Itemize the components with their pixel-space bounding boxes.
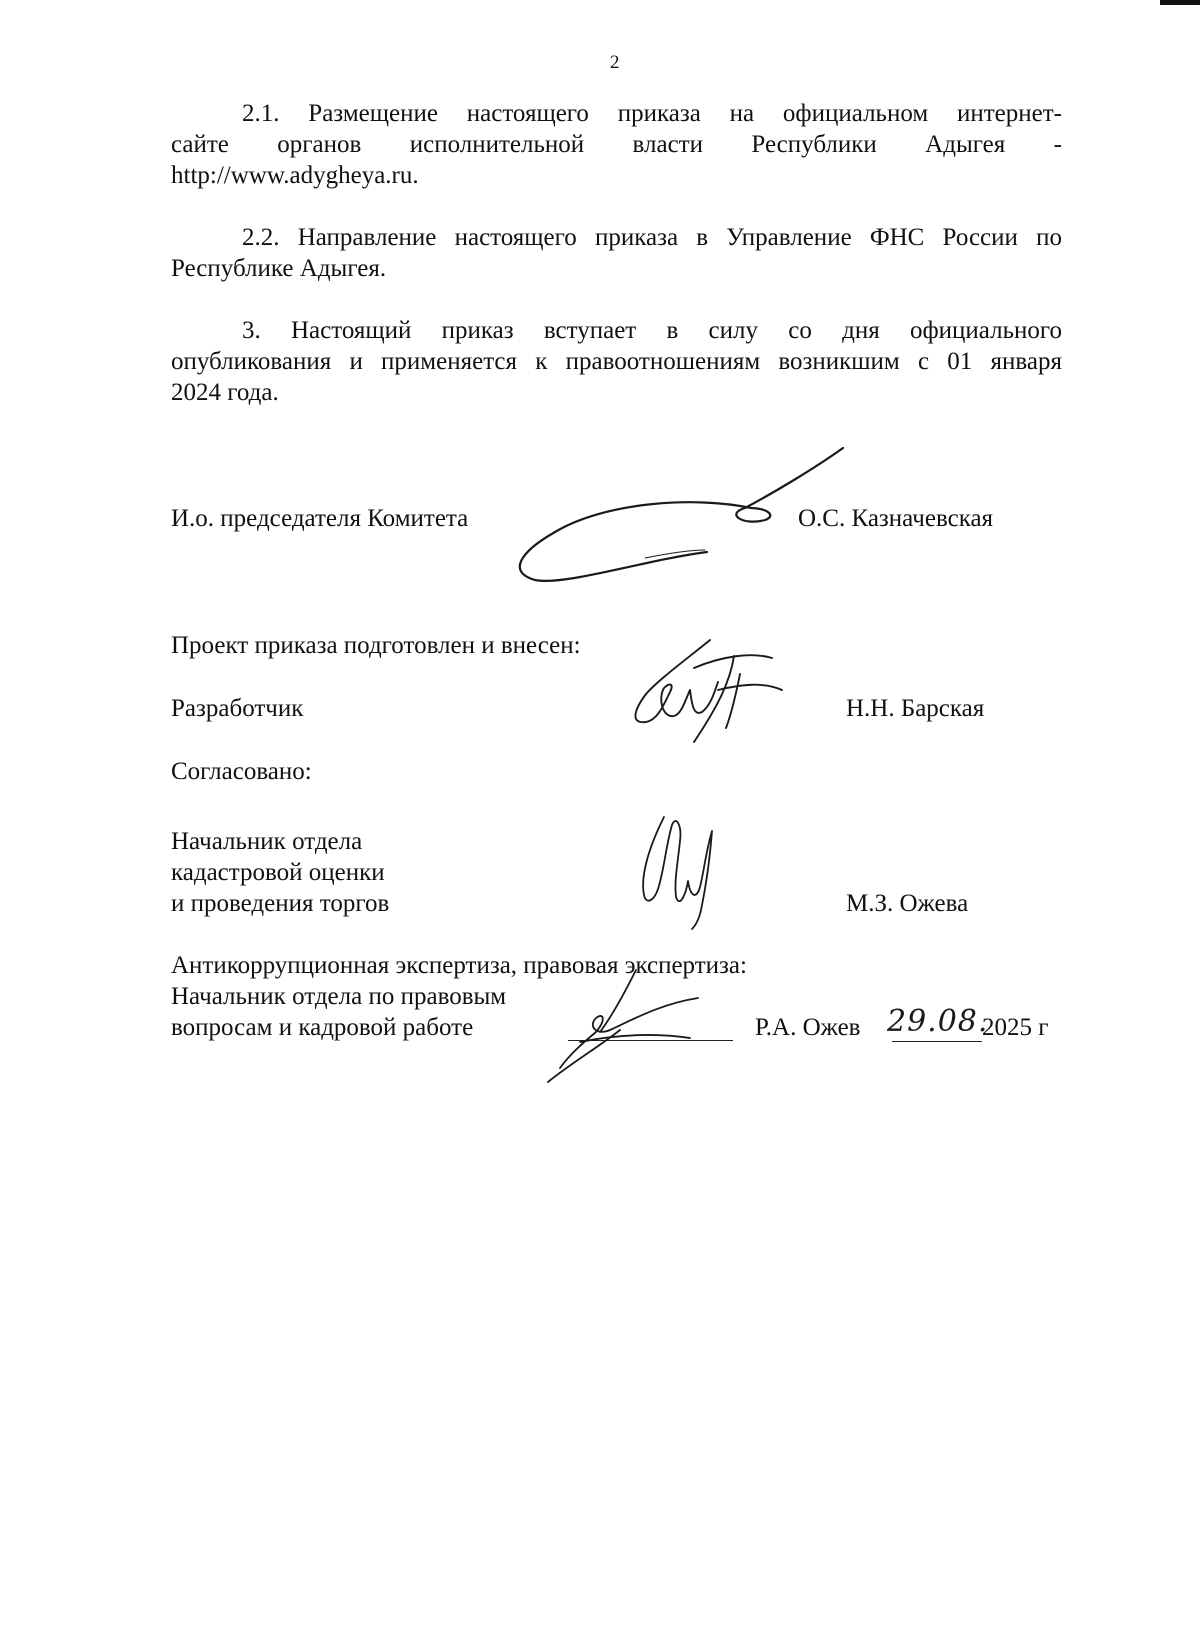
scan-edge-mark (1160, 0, 1200, 5)
approved-name: М.З. Ожева (846, 890, 969, 917)
approved-role-line-2: кадастровой оценки (171, 859, 385, 886)
paragraph-2-2-line-1: 2.2. Направление настоящего приказа в Управление ФНС России по (242, 224, 1062, 251)
paragraph-2-1-line-3: http://www.adygheya.ru. (171, 162, 419, 189)
chairman-title: И.о. председателя Комитета (171, 505, 469, 532)
page-number: 2 (610, 52, 620, 73)
expertise-heading: Антикоррупционная экспертиза, правовая экспертиза: (171, 952, 747, 979)
expertise-role-line-2: вопросам и кадровой работе (171, 1014, 474, 1041)
paragraph-3-line-3: 2024 года. (171, 379, 279, 406)
prepared-heading: Проект приказа подготовлен и внесен: (171, 632, 581, 659)
expertise-role-line-1: Начальник отдела по правовым (171, 983, 507, 1010)
chairman-signature (515, 440, 855, 590)
expertise-date-handwritten: 29.08. (887, 1004, 989, 1039)
expertise-name: Р.А. Ожев (755, 1014, 861, 1041)
developer-role: Разработчик (171, 695, 304, 722)
paragraph-3-line-1: 3. Настоящий приказ вступает в силу со дня официального (242, 317, 1062, 344)
developer-signature (622, 632, 792, 752)
paragraph-2-1-line-2: сайте органов исполнительной власти Республики Адыгея - (171, 131, 1062, 158)
approved-signature (630, 805, 740, 935)
approved-heading: Согласовано: (171, 758, 312, 785)
developer-name: Н.Н. Барская (846, 695, 985, 722)
paragraph-3-line-2: опубликования и применяется к правоотношениям возникшим с 01 января (171, 348, 1062, 375)
paragraph-2-1-line-1: 2.1. Размещение настоящего приказа на официальном интернет- (242, 100, 1062, 127)
approved-role-line-3: и проведения торгов (171, 890, 390, 917)
paragraph-2-2-line-2: Республике Адыгея. (171, 255, 387, 282)
expertise-date-underline (892, 1041, 982, 1042)
expertise-date-year: 2025 г (982, 1014, 1049, 1041)
expertise-signature (540, 960, 730, 1090)
approved-role-line-1: Начальник отдела (171, 828, 363, 855)
chairman-name: О.С. Казначевская (798, 505, 994, 532)
